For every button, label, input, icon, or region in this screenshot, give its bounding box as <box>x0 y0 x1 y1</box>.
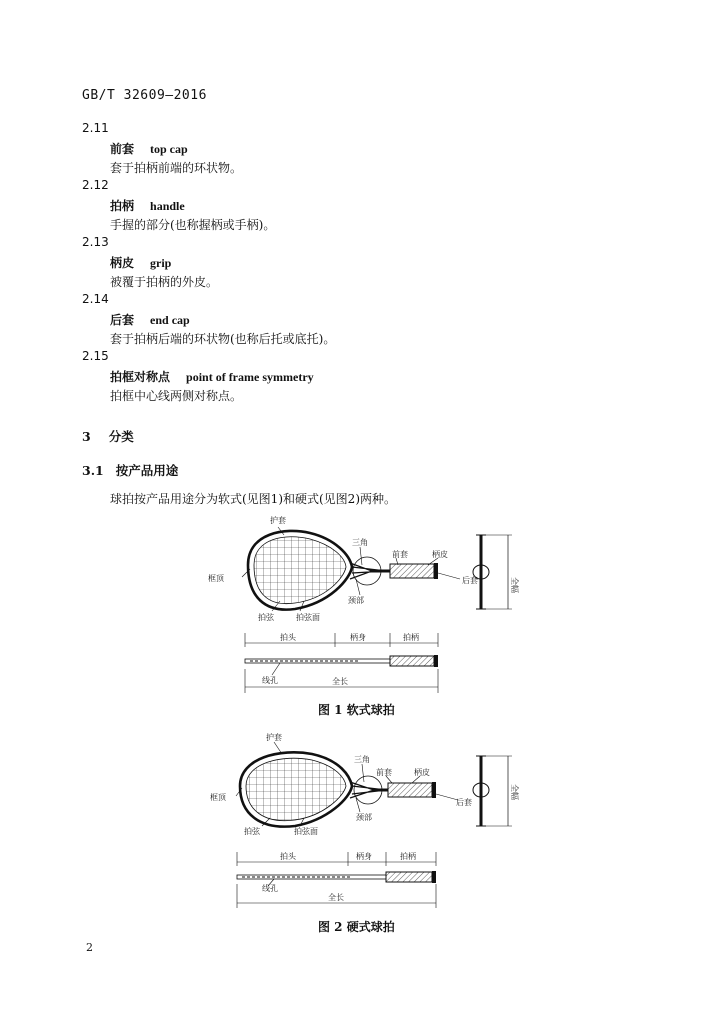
handle-drawing <box>388 783 432 797</box>
term-en: end cap <box>150 313 190 327</box>
label-neck: 颈部 <box>348 596 364 605</box>
racket-head-drawing <box>240 752 352 826</box>
label-guard: 护套 <box>270 516 286 525</box>
standard-number: GB/T 32609—2016 <box>82 88 207 103</box>
term-en: handle <box>150 199 185 213</box>
label-top-cap: 前套 <box>392 550 408 559</box>
label-full-width: 全幅 <box>510 577 519 593</box>
term-zh: 后套 <box>110 313 135 327</box>
side-view-drawing <box>473 756 512 826</box>
label-guard: 护套 <box>266 733 282 742</box>
label-handle: 拍柄 <box>403 633 419 642</box>
label-string-face: 拍弦面 <box>296 613 320 622</box>
label-string-hole: 线孔 <box>262 884 278 893</box>
term-number: 2.15 <box>82 349 109 363</box>
term-zh: 前套 <box>110 142 135 156</box>
term-definition: 被覆于拍柄的外皮。 <box>110 275 219 289</box>
term-name <box>110 140 188 157</box>
subsection-number: 3.1 <box>82 463 104 478</box>
term-name <box>110 311 190 328</box>
label-end-cap: 后套 <box>456 798 472 807</box>
end-cap-drawing <box>434 563 438 579</box>
term-definition: 拍框中心线两侧对称点。 <box>110 389 243 403</box>
label-string: 拍弦 <box>258 613 274 622</box>
label-end-cap: 后套 <box>462 576 478 585</box>
edge-view-drawing <box>245 655 438 667</box>
label-triangle: 三角 <box>352 538 368 547</box>
figure-1-caption: 图 1 软式球拍 <box>318 703 395 717</box>
term-name <box>110 254 171 271</box>
end-cap-drawing <box>432 782 436 798</box>
label-grip: 柄皮 <box>414 768 430 777</box>
label-frame-top: 框顶 <box>208 574 224 583</box>
figure-1-soft-racket <box>200 505 540 695</box>
racket-head-drawing <box>248 531 352 610</box>
label-total-length: 全长 <box>328 893 344 902</box>
page-number: 2 <box>86 941 93 954</box>
label-total-length: 全长 <box>332 677 348 686</box>
term-en: point of frame symmetry <box>186 370 314 384</box>
term-definition: 套于拍柄后端的环状物(也称后托或底托)。 <box>110 332 336 346</box>
term-zh: 拍柄 <box>110 199 135 213</box>
subsection-title: 按产品用途 <box>115 463 179 478</box>
edge-view-drawing <box>237 871 436 883</box>
body-paragraph: 球拍按产品用途分为软式(见图1)和硬式(见图2)两种。 <box>110 492 396 506</box>
term-zh: 拍框对称点 <box>110 370 171 384</box>
label-handle: 拍柄 <box>400 852 416 861</box>
label-neck: 颈部 <box>356 813 372 822</box>
term-number: 2.12 <box>82 178 109 192</box>
term-number: 2.14 <box>82 292 109 306</box>
term-definition: 套于拍柄前端的环状物。 <box>110 161 243 175</box>
term-zh: 柄皮 <box>110 256 135 270</box>
side-view-drawing <box>473 535 512 609</box>
label-shaft: 柄身 <box>350 633 366 642</box>
term-definition: 手握的部分(也称握柄或手柄)。 <box>110 218 276 232</box>
section-number: 3 <box>82 429 91 444</box>
label-shaft: 柄身 <box>356 852 372 861</box>
label-string-face: 拍弦面 <box>294 827 318 836</box>
label-full-width: 全幅 <box>510 784 519 800</box>
label-head: 拍头 <box>280 852 296 861</box>
figure-2-caption: 图 2 硬式球拍 <box>318 920 395 934</box>
section-title: 分类 <box>108 429 134 444</box>
figure-2-hard-racket <box>200 728 540 918</box>
label-string-hole: 线孔 <box>262 676 278 685</box>
subsection-heading <box>82 461 178 479</box>
label-grip: 柄皮 <box>432 550 448 559</box>
label-frame-top: 框顶 <box>210 793 226 802</box>
term-number: 2.11 <box>82 121 109 135</box>
handle-drawing <box>390 564 434 578</box>
label-triangle: 三角 <box>354 755 370 764</box>
leader-string-hole <box>272 663 280 675</box>
label-top-cap: 前套 <box>376 768 392 777</box>
term-en: top cap <box>150 142 188 156</box>
term-name <box>110 197 185 214</box>
term-number: 2.13 <box>82 235 109 249</box>
label-string: 拍弦 <box>244 827 260 836</box>
term-en: grip <box>150 256 172 270</box>
label-head: 拍头 <box>280 633 296 642</box>
term-name <box>110 368 314 385</box>
section-heading <box>82 427 134 445</box>
